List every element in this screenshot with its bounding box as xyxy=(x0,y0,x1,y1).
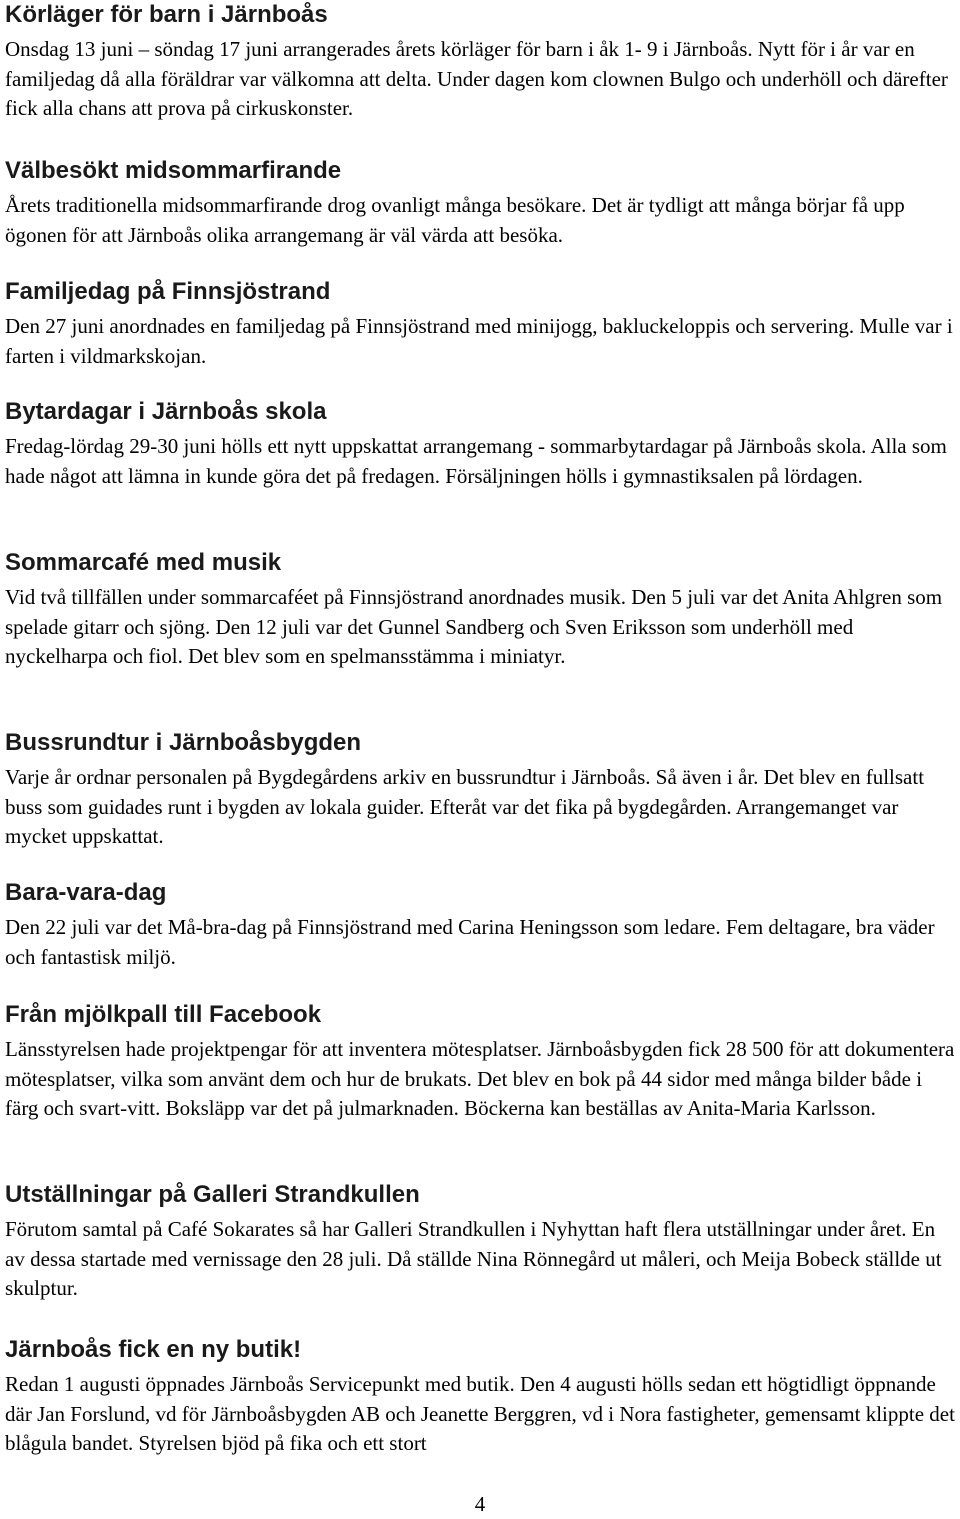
section-body: Redan 1 augusti öppnades Järnboås Servicepunkt med butik. Den 4 augusti hölls sedan ett högtidligt öppnande där Jan Forslund, vd för Järnboåsbygden AB och Jeanette Berggren, vd i Nora fastigheter, gemensamt klippte det blågula bandet. Styrelsen bjöd på fika och ett stort xyxy=(5,1372,955,1456)
section-body: Årets traditionella midsommarfirande drog ovanligt många besökare. Det är tydligt att många börjar få upp ögonen för att Järnboås olika arrangemang är väl värda att besöka. xyxy=(5,193,905,247)
section-heading: Järnboås fick en ny butik! xyxy=(5,1336,302,1363)
section-heading: Välbesökt midsommarfirande xyxy=(5,157,342,184)
section-midsommar xyxy=(5,156,957,250)
section-heading: Sommarcafé med musik xyxy=(5,549,282,576)
section-korlager xyxy=(5,0,957,124)
section-heading: Bara-vara-dag xyxy=(5,879,167,906)
section-mjolkpall xyxy=(5,1000,957,1124)
section-body: Vid två tillfällen under sommarcaféet på Finnsjöstrand anordnades musik. Den 5 juli var det Anita Ahlgren som spelade gitarr och sjöng. Den 12 juli var det Gunnel Sandberg och Sven Eriksson som underhöll med nyckelharpa och fiol. Det blev som en spelmansstämma i miniatyr. xyxy=(5,585,943,669)
section-heading: Bussrundtur i Järnboåsbygden xyxy=(5,729,362,756)
section-body: Onsdag 13 juni – söndag 17 juni arrangerades årets körläger för barn i åk 1- 9 i Järnboås. Nytt för i år var en familjedag då alla föräldrar var välkomna att delta. Under dagen kom clownen Bulgo och underhöll och därefter fick alla chans att prova på cirkuskonster. xyxy=(5,37,948,121)
section-bara-vara-dag xyxy=(5,878,957,972)
section-heading: Familjedag på Finnsjöstrand xyxy=(5,278,331,305)
section-body: Den 22 juli var det Må-bra-dag på Finnsjöstrand med Carina Heningsson som ledare. Fem deltagare, bra väder och fantastisk miljö. xyxy=(5,915,935,969)
section-body: Länsstyrelsen hade projektpengar för att inventera mötesplatser. Järnboåsbygden fick 28 500 för att dokumentera mötesplatser, vilka som använt dem och hur de brukats. Det blev en bok på 44 sidor med många bilder både i färg och svart-vitt. Boksläpp var det på julmarknaden. Böckerna kan beställas av Anita-Maria Karlsson. xyxy=(5,1037,955,1121)
section-ny-butik xyxy=(5,1335,957,1459)
section-bytardagar xyxy=(5,397,957,491)
section-galleri xyxy=(5,1180,957,1304)
section-sommarcafe xyxy=(5,548,957,672)
section-heading: Från mjölkpall till Facebook xyxy=(5,1001,322,1028)
section-heading: Körläger för barn i Järnboås xyxy=(5,1,328,28)
section-body: Fredag-lördag 29-30 juni hölls ett nytt uppskattat arrangemang - sommarbytardagar på Järnboås skola. Alla som hade något att lämna in kunde göra det på fredagen. Försäljningen hölls i gymnastiksalen på lördagen. xyxy=(5,434,947,488)
section-body: Förutom samtal på Café Sokarates så har Galleri Strandkullen i Nyhyttan haft flera utställningar under året. En av dessa startade med vernissage den 28 juli. Då ställde Nina Rönnegård ut måleri, och Meija Bobeck ställde ut skulptur. xyxy=(5,1217,942,1301)
page-number: 4 xyxy=(474,1492,486,1516)
section-body: Varje år ordnar personalen på Bygdegårdens arkiv en bussrundtur i Järnboås. Så även i år. Det blev en fullsatt buss som guidades runt i bygden av lokala guider. Efteråt var det fika på bygdegården. Arrangemanget var mycket uppskattat. xyxy=(5,765,925,849)
section-familjedag xyxy=(5,277,957,371)
section-heading: Utställningar på Galleri Strandkullen xyxy=(5,1181,420,1208)
section-bussrundtur xyxy=(5,728,957,852)
section-heading: Bytardagar i Järnboås skola xyxy=(5,398,327,425)
section-body: Den 27 juni anordnades en familjedag på Finnsjöstrand med minijogg, bakluckeloppis och servering. Mulle var i farten i vildmarkskojan. xyxy=(5,314,953,368)
